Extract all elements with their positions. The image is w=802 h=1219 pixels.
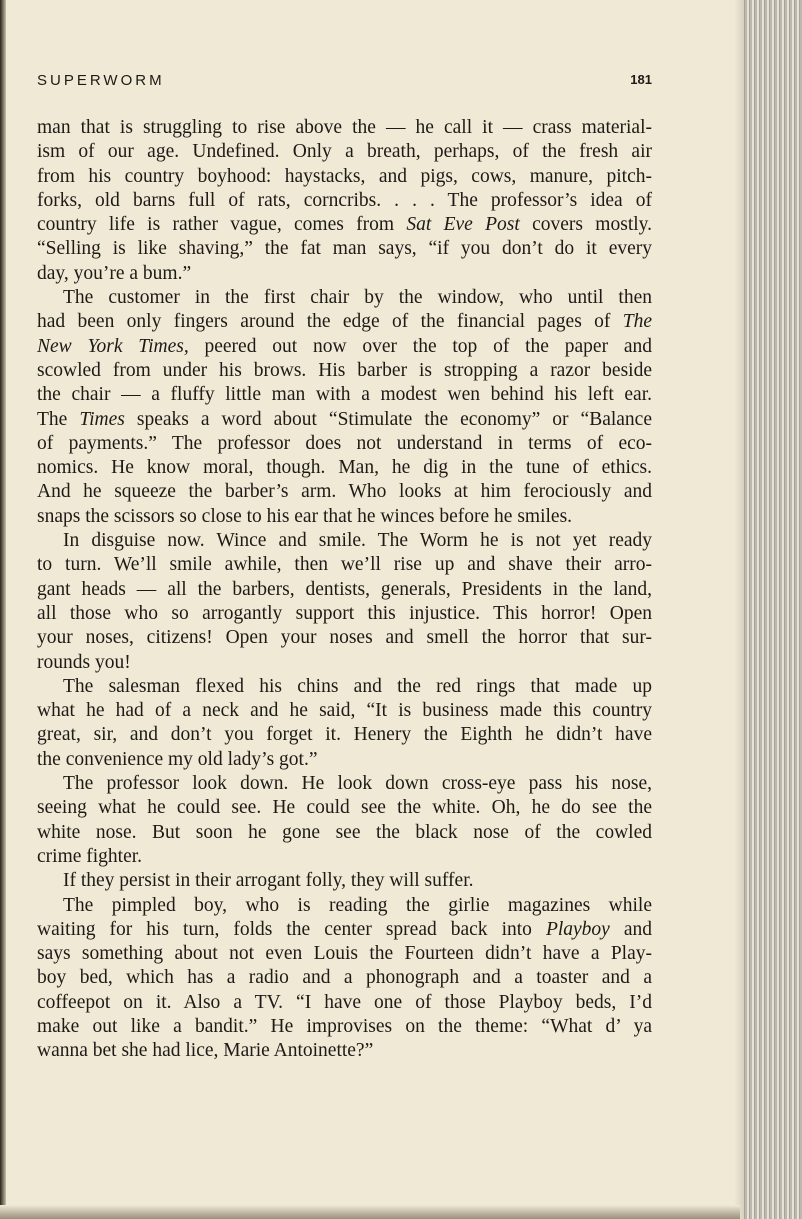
text-segment: wanna bet she had lice, Marie Antoinette?”: [37, 1040, 374, 1062]
italic-text: Playboy: [545, 918, 610, 940]
text-segment: what he had of a neck and he said, “It is business made this country: [37, 700, 652, 722]
page-edges: [740, 0, 802, 1219]
text-segment: of payments.” The professor does not understand in terms of eco-: [37, 432, 652, 454]
running-title: SUPERWORM: [37, 72, 165, 89]
text-segment: coffeepot on it. Also a TV. “I have one of those Playboy beds, I’d: [37, 991, 652, 1013]
text-line: [37, 651, 652, 675]
text-segment: to turn. We’ll smile awhile, then we’ll rise up and shave their arro-: [37, 554, 652, 576]
text-segment: make out like a bandit.” He improvises on the theme: “What d’ ya: [37, 1015, 652, 1037]
text-line: [37, 966, 652, 990]
text-segment: rounds you!: [37, 651, 131, 673]
text-segment: speaks a word about “Stimulate the economy” or “Balance: [124, 408, 652, 430]
text-line: [37, 310, 652, 334]
text-segment: The pimpled boy, who is reading the girlie magazines while: [63, 894, 652, 916]
text-segment: The customer in the first chair by the window, who until then: [63, 287, 652, 309]
text-line: [37, 772, 652, 796]
text-segment: from his country boyhood: haystacks, and pigs, cows, manure, pitch-: [37, 165, 652, 187]
text-line: [37, 869, 652, 893]
text-segment: snaps the scissors so close to his ear that he winces before he smiles.: [37, 505, 573, 527]
text-segment: peered out now over the top of the paper and: [188, 335, 653, 357]
text-line: [37, 189, 652, 213]
text-segment: had been only fingers around the edge of the financial pages of: [37, 311, 623, 333]
text-line: [37, 578, 652, 602]
text-segment: The salesman flexed his chins and the red rings that made up: [63, 675, 652, 697]
text-line: [37, 237, 652, 261]
text-line: [37, 116, 652, 140]
text-line: [37, 140, 652, 164]
text-line: [37, 432, 652, 456]
text-segment: boy bed, which has a radio and a phonograph and a toaster and a: [37, 967, 652, 989]
italic-text: New York Times,: [37, 335, 189, 357]
text-segment: In disguise now. Wince and smile. The Worm he is not yet ready: [63, 530, 652, 552]
text-line: [37, 286, 652, 310]
text-line: [37, 748, 652, 772]
text-segment: the convenience my old lady’s got.”: [37, 748, 318, 770]
page-number: 181: [630, 72, 652, 87]
text-line: [37, 699, 652, 723]
text-line: [37, 602, 652, 626]
text-line: [37, 796, 652, 820]
text-line: [37, 991, 652, 1015]
text-line: [37, 529, 652, 553]
text-segment: And he squeeze the barber’s arm. Who looks at him ferociously and: [37, 481, 652, 503]
text-segment: gant heads — all the barbers, dentists, generals, Presidents in the land,: [37, 578, 652, 600]
text-segment: says something about not even Louis the Fourteen didn’t have a Play-: [37, 943, 652, 965]
text-segment: all those who so arrogantly support this injustice. This horror! Open: [37, 602, 652, 624]
bottom-shadow: [0, 1205, 740, 1219]
text-segment: The professor look down. He look down cross-eye pass his nose,: [63, 773, 652, 795]
text-segment: “Selling is like shaving,” the fat man says, “if you don’t do it every: [37, 238, 652, 260]
text-segment: covers mostly.: [519, 214, 653, 236]
text-segment: the chair — a fluffy little man with a modest wen behind his left ear.: [37, 384, 652, 406]
text-line: [37, 505, 652, 529]
text-line: [37, 894, 652, 918]
text-segment: forks, old barns full of rats, corncribs. . . . The professor’s idea of: [37, 189, 652, 211]
italic-text: The: [622, 311, 652, 333]
text-segment: country life is rather vague, comes from: [37, 214, 407, 236]
text-segment: great, sir, and don’t you forget it. Henery the Eighth he didn’t have: [37, 724, 652, 746]
text-line: [37, 626, 652, 650]
italic-text: Times: [79, 408, 125, 430]
text-line: [37, 165, 652, 189]
text-line: [37, 480, 652, 504]
body-text: [37, 116, 652, 1064]
text-line: [37, 1015, 652, 1039]
text-line: [37, 456, 652, 480]
text-segment: man that is struggling to rise above the — he call it — crass material-: [37, 117, 652, 138]
text-segment: ism of our age. Undefined. Only a breath, perhaps, of the fresh air: [37, 141, 652, 163]
text-segment: nomics. He know moral, though. Man, he dig in the tune of ethics.: [37, 457, 652, 479]
text-line: [37, 675, 652, 699]
text-line: [37, 1039, 652, 1063]
text-line: [37, 723, 652, 747]
text-line: [37, 383, 652, 407]
text-line: [37, 408, 652, 432]
text-segment: white nose. But soon he gone see the black nose of the cowled: [37, 821, 652, 843]
text-line: [37, 845, 652, 869]
text-line: [37, 821, 652, 845]
text-segment: crime fighter.: [37, 845, 143, 867]
text-segment: If they persist in their arrogant folly, they will suffer.: [63, 870, 474, 892]
text-line: [37, 942, 652, 966]
text-line: [37, 918, 652, 942]
text-segment: your noses, citizens! Open your noses and smell the horror that sur-: [37, 627, 652, 649]
text-segment: day, you’re a bum.”: [37, 262, 192, 284]
text-segment: scowled from under his brows. His barber is stropping a razor beside: [37, 359, 652, 381]
italic-text: Sat Eve Post: [406, 214, 520, 236]
book-gutter: [0, 0, 6, 1219]
text-line: [37, 553, 652, 577]
text-segment: The: [37, 408, 80, 430]
page-header: [37, 72, 652, 94]
text-line: [37, 335, 652, 359]
text-line: [37, 262, 652, 286]
text-segment: waiting for his turn, folds the center spread back into: [37, 918, 546, 940]
text-line: [37, 213, 652, 237]
text-segment: seeing what he could see. He could see the white. Oh, he do see the: [37, 797, 652, 819]
text-line: [37, 359, 652, 383]
text-segment: and: [609, 918, 653, 940]
